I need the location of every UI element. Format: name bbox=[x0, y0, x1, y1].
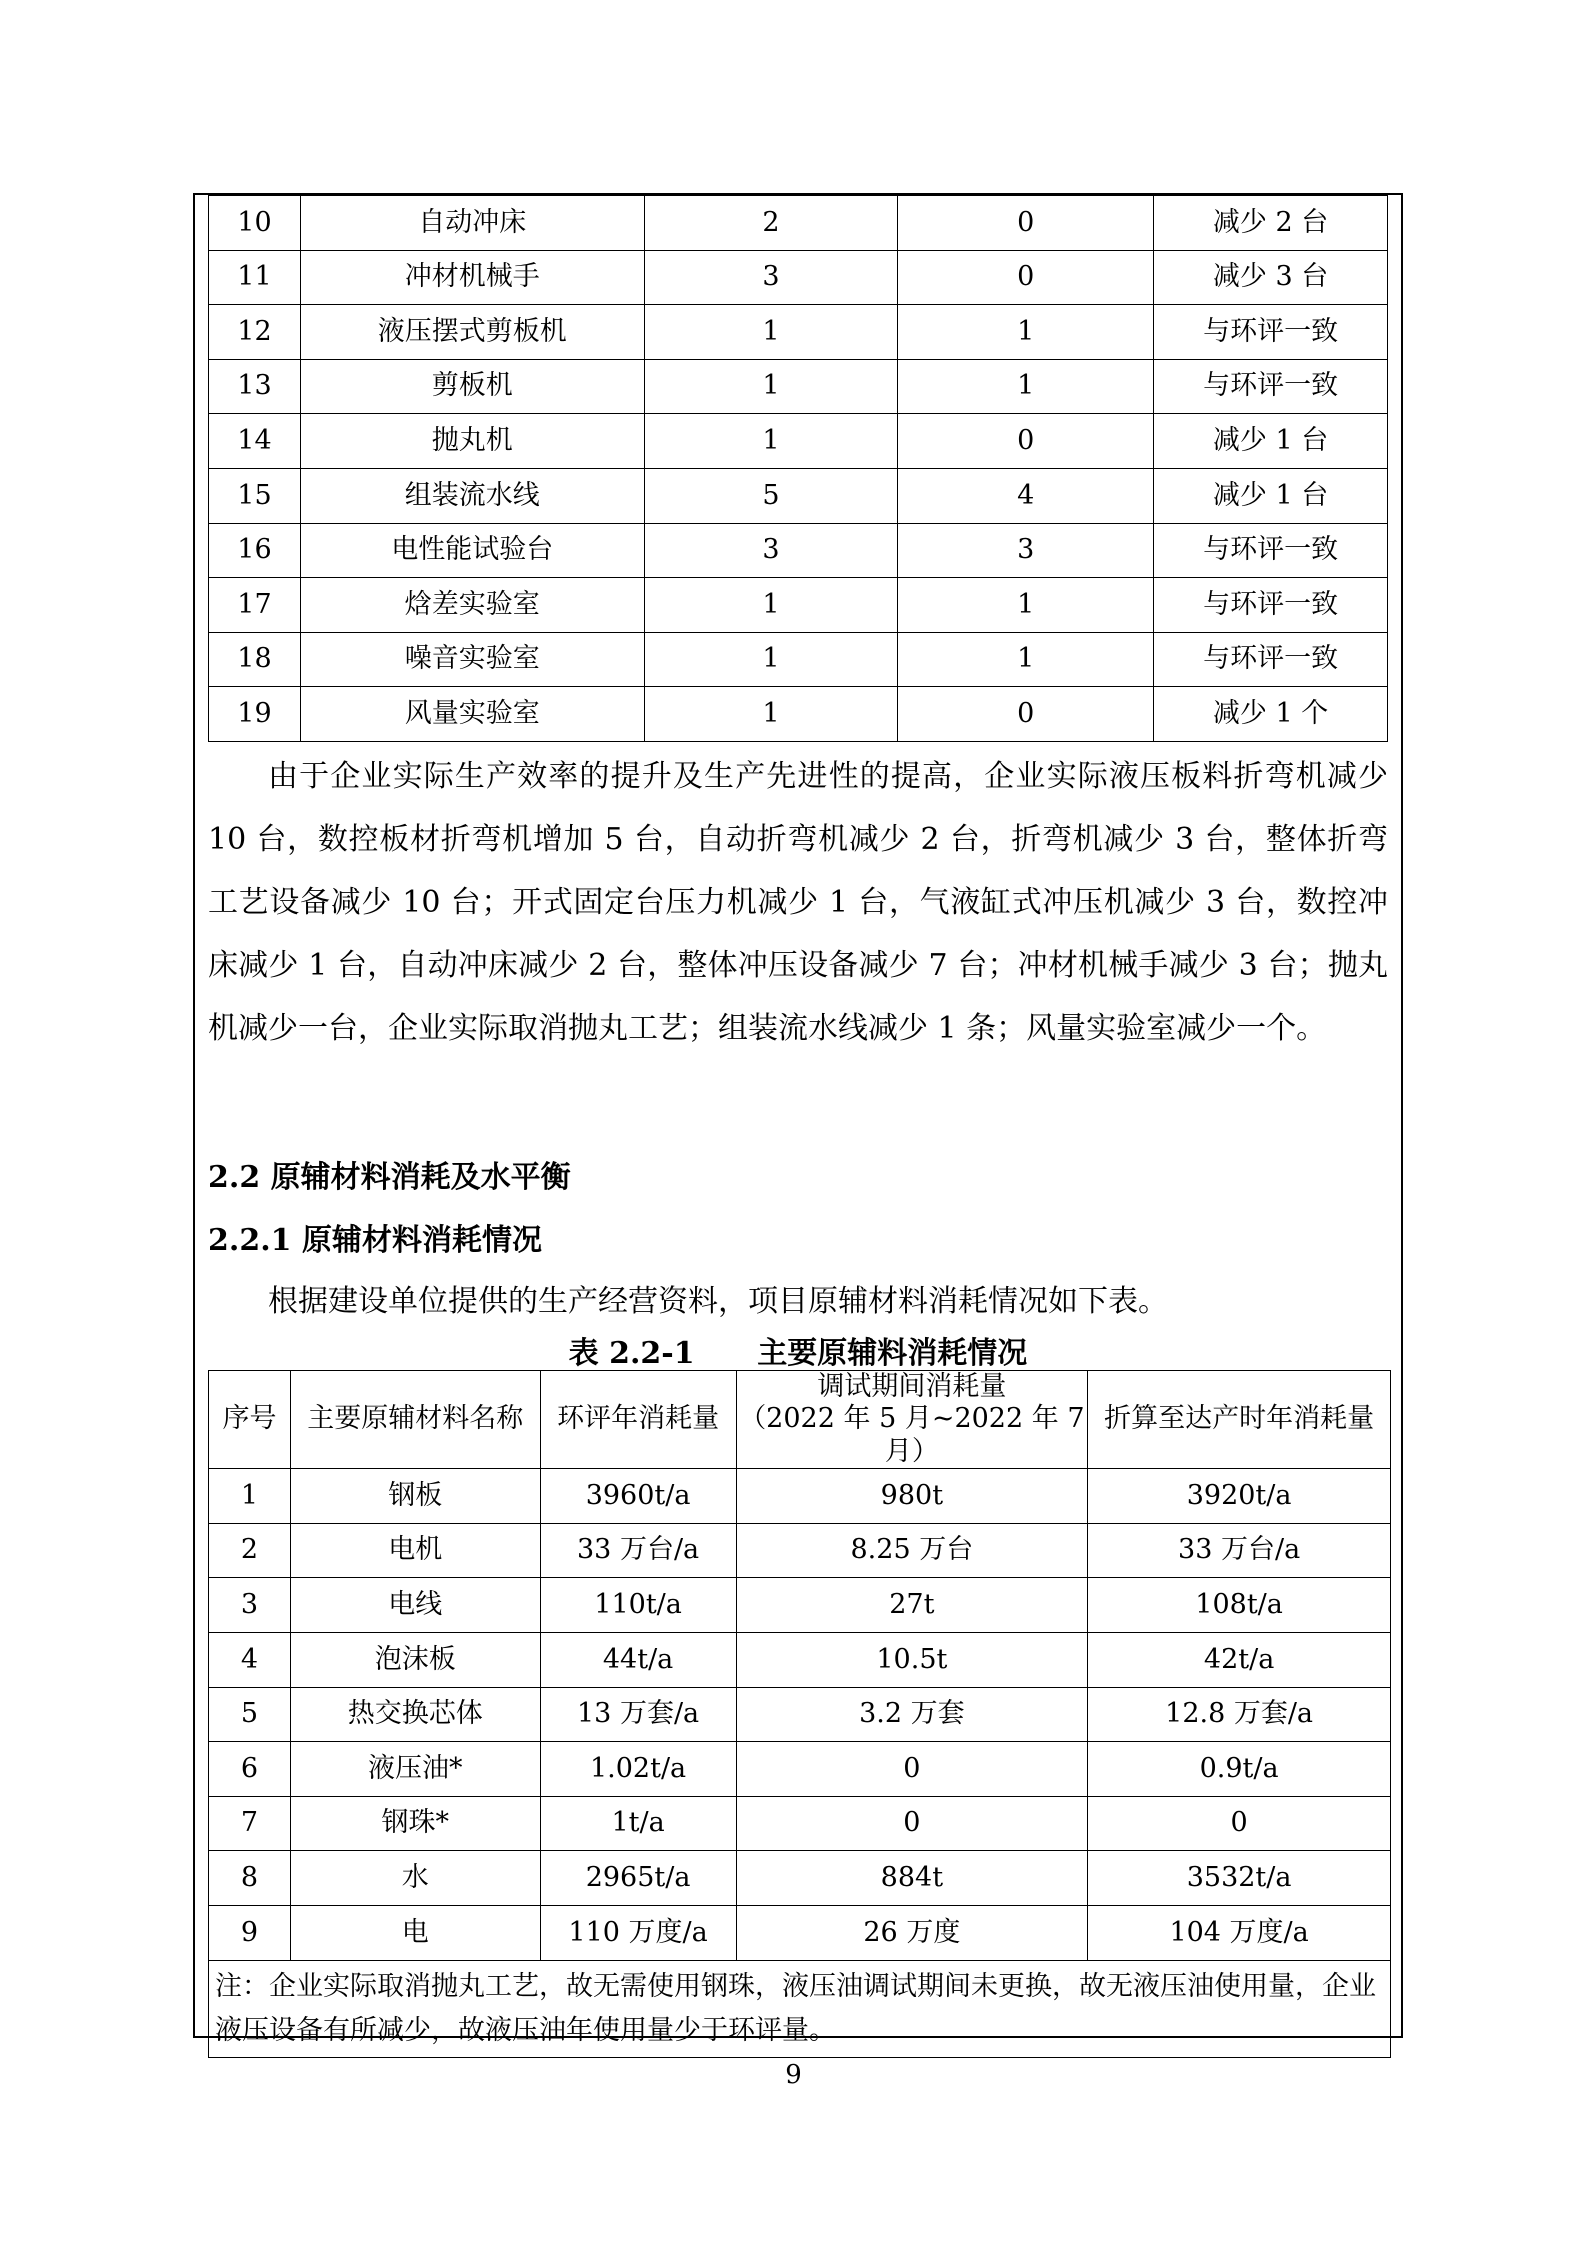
table-cell: 6 bbox=[209, 1742, 291, 1797]
table-cell: 5 bbox=[209, 1687, 291, 1742]
table-cell: 18 bbox=[209, 632, 301, 687]
table-cell: 1 bbox=[644, 687, 898, 742]
table-row bbox=[209, 196, 1388, 251]
table-row bbox=[209, 468, 1388, 523]
header-cell: 序号 bbox=[209, 1371, 291, 1469]
table-cell: 2 bbox=[644, 196, 898, 251]
table-row bbox=[209, 1687, 1391, 1742]
table-cell: 27t bbox=[736, 1578, 1088, 1633]
table-row bbox=[209, 359, 1388, 414]
table-cell: 1 bbox=[644, 305, 898, 360]
table-cell: 980t bbox=[736, 1469, 1088, 1524]
table-cell: 电机 bbox=[290, 1523, 540, 1578]
header-cell: 环评年消耗量 bbox=[540, 1371, 736, 1469]
table-cell: 与环评一致 bbox=[1154, 305, 1388, 360]
table-row bbox=[209, 1469, 1391, 1524]
section-heading-2-2: 2.2 原辅材料消耗及水平衡 bbox=[208, 1160, 571, 1195]
table-cell: 19 bbox=[209, 687, 301, 742]
header-line: 调试期间消耗量 bbox=[817, 1371, 1007, 1402]
table-cell: 抛丸机 bbox=[300, 414, 644, 469]
table-cell: 电线 bbox=[290, 1578, 540, 1633]
table-cell: 13 bbox=[209, 359, 301, 414]
page-number: 9 bbox=[785, 2060, 802, 2090]
table-cell: 2 bbox=[209, 1523, 291, 1578]
table-cell: 电性能试验台 bbox=[300, 523, 644, 578]
equipment-change-paragraph: 由于企业实际生产效率的提升及生产先进性的提高，企业实际液压板料折弯机减少 10 台，数控板材折弯机增加 5 台，自动折弯机减少 2 台，折弯机减少 3 台，整体折弯工艺设备减少 10 台；开式固定台压力机减少 1 台，气液缸式冲压机减少 3 台，数控冲床减少 1 台，自动冲床减少 2 台，整体冲压设备减少 7 台；冲材机械手减少 3 台；抛丸机减少一台，企业实际取消抛丸工艺；组装流水线减少 1 条；风量实验室减少一个。 bbox=[208, 759, 1388, 1046]
table-cell: 3.2 万套 bbox=[736, 1687, 1088, 1742]
table-row bbox=[209, 1742, 1391, 1797]
table-row bbox=[209, 578, 1388, 633]
materials-header-row bbox=[209, 1371, 1391, 1469]
table-cell: 1 bbox=[644, 632, 898, 687]
table-cell: 液压油* bbox=[290, 1742, 540, 1797]
table-cell: 110 万度/a bbox=[540, 1905, 736, 1960]
table-cell: 10.5t bbox=[736, 1632, 1088, 1687]
table-cell: 1 bbox=[898, 578, 1154, 633]
table-row bbox=[209, 1523, 1391, 1578]
table-cell: 1t/a bbox=[540, 1796, 736, 1851]
table-row bbox=[209, 1905, 1391, 1960]
table-cell: 与环评一致 bbox=[1154, 578, 1388, 633]
table-cell: 0 bbox=[898, 250, 1154, 305]
table-cell: 12 bbox=[209, 305, 301, 360]
table-row bbox=[209, 1851, 1391, 1906]
table-cell: 2965t/a bbox=[540, 1851, 736, 1906]
table-cell: 自动冲床 bbox=[300, 196, 644, 251]
table-row bbox=[209, 632, 1388, 687]
table-cell: 0 bbox=[736, 1742, 1088, 1797]
table-cell: 17 bbox=[209, 578, 301, 633]
table-cell: 热交换芯体 bbox=[290, 1687, 540, 1742]
table-cell: 4 bbox=[898, 468, 1154, 523]
table-row bbox=[209, 305, 1388, 360]
table-cell: 钢珠* bbox=[290, 1796, 540, 1851]
table-cell: 3920t/a bbox=[1088, 1469, 1391, 1524]
table-cell: 3960t/a bbox=[540, 1469, 736, 1524]
header-cell: 折算至达产时年消耗量 bbox=[1088, 1371, 1391, 1469]
header-cell bbox=[736, 1371, 1088, 1469]
table-cell: 风量实验室 bbox=[300, 687, 644, 742]
table-cell: 16 bbox=[209, 523, 301, 578]
table-row bbox=[209, 1796, 1391, 1851]
table-cell: 1 bbox=[898, 305, 1154, 360]
table-cell: 3 bbox=[644, 250, 898, 305]
table-cell: 焓差实验室 bbox=[300, 578, 644, 633]
table-cell: 33 万台/a bbox=[540, 1523, 736, 1578]
table-row bbox=[209, 523, 1388, 578]
table-row bbox=[209, 250, 1388, 305]
table-cell: 噪音实验室 bbox=[300, 632, 644, 687]
table-cell: 组装流水线 bbox=[300, 468, 644, 523]
table-cell: 108t/a bbox=[1088, 1578, 1391, 1633]
table-cell: 12.8 万套/a bbox=[1088, 1687, 1391, 1742]
table-cell: 冲材机械手 bbox=[300, 250, 644, 305]
materials-table bbox=[208, 1370, 1391, 2058]
table-cell: 0 bbox=[1088, 1796, 1391, 1851]
table-cell: 1 bbox=[644, 578, 898, 633]
table-row bbox=[209, 687, 1388, 742]
table-cell: 44t/a bbox=[540, 1632, 736, 1687]
table-cell: 减少 1 个 bbox=[1154, 687, 1388, 742]
table-cell: 7 bbox=[209, 1796, 291, 1851]
table-cell: 8.25 万台 bbox=[736, 1523, 1088, 1578]
table-cell: 33 万台/a bbox=[1088, 1523, 1391, 1578]
table-cell: 与环评一致 bbox=[1154, 632, 1388, 687]
table-cell: 3 bbox=[644, 523, 898, 578]
table-cell: 钢板 bbox=[290, 1469, 540, 1524]
table-cell: 4 bbox=[209, 1632, 291, 1687]
table-row bbox=[209, 1632, 1391, 1687]
table-cell: 电 bbox=[290, 1905, 540, 1960]
table-cell: 1 bbox=[644, 359, 898, 414]
table-cell: 104 万度/a bbox=[1088, 1905, 1391, 1960]
table-cell: 水 bbox=[290, 1851, 540, 1906]
table-cell: 0 bbox=[898, 196, 1154, 251]
table-cell: 减少 2 台 bbox=[1154, 196, 1388, 251]
table-cell: 15 bbox=[209, 468, 301, 523]
table-cell: 11 bbox=[209, 250, 301, 305]
table-cell: 1.02t/a bbox=[540, 1742, 736, 1797]
table-cell: 与环评一致 bbox=[1154, 359, 1388, 414]
table-cell: 0.9t/a bbox=[1088, 1742, 1391, 1797]
table-cell: 与环评一致 bbox=[1154, 523, 1388, 578]
table-cell: 泡沫板 bbox=[290, 1632, 540, 1687]
section-heading-2-2-1: 2.2.1 原辅材料消耗情况 bbox=[208, 1223, 542, 1258]
table-cell: 液压摆式剪板机 bbox=[300, 305, 644, 360]
header-line: （2022 年 5 月~2022 年 7 月） bbox=[739, 1403, 1085, 1467]
table-cell: 0 bbox=[898, 414, 1154, 469]
header-cell: 主要原辅材料名称 bbox=[290, 1371, 540, 1469]
table-cell: 减少 1 台 bbox=[1154, 414, 1388, 469]
table-note-row bbox=[209, 1960, 1391, 2057]
table-cell: 剪板机 bbox=[300, 359, 644, 414]
table-cell: 1 bbox=[898, 359, 1154, 414]
table-cell: 9 bbox=[209, 1905, 291, 1960]
table-cell: 0 bbox=[736, 1796, 1088, 1851]
table-cell: 0 bbox=[898, 687, 1154, 742]
table-caption: 表 2.2-1 主要原辅料消耗情况 bbox=[568, 1336, 1028, 1371]
table-cell: 884t bbox=[736, 1851, 1088, 1906]
table-cell: 110t/a bbox=[540, 1578, 736, 1633]
table-cell: 1 bbox=[898, 632, 1154, 687]
table-cell: 减少 3 台 bbox=[1154, 250, 1388, 305]
equipment-table bbox=[208, 195, 1388, 742]
table-cell: 3532t/a bbox=[1088, 1851, 1391, 1906]
table-cell: 13 万套/a bbox=[540, 1687, 736, 1742]
table-cell: 26 万度 bbox=[736, 1905, 1088, 1960]
table-cell: 1 bbox=[644, 414, 898, 469]
table-note: 注：企业实际取消抛丸工艺，故无需使用钢珠，液压油调试期间未更换，故无液压油使用量，企业液压设备有所减少，故液压油年使用量少于环评量。 bbox=[209, 1960, 1391, 2057]
table-cell: 14 bbox=[209, 414, 301, 469]
table-cell: 42t/a bbox=[1088, 1632, 1391, 1687]
table-cell: 5 bbox=[644, 468, 898, 523]
table-row bbox=[209, 414, 1388, 469]
table-cell: 3 bbox=[898, 523, 1154, 578]
table-cell: 3 bbox=[209, 1578, 291, 1633]
materials-intro-paragraph: 根据建设单位提供的生产经营资料，项目原辅材料消耗情况如下表。 bbox=[268, 1284, 1168, 1319]
table-cell: 减少 1 台 bbox=[1154, 468, 1388, 523]
table-cell: 8 bbox=[209, 1851, 291, 1906]
table-cell: 10 bbox=[209, 196, 301, 251]
table-cell: 1 bbox=[209, 1469, 291, 1524]
table-row bbox=[209, 1578, 1391, 1633]
